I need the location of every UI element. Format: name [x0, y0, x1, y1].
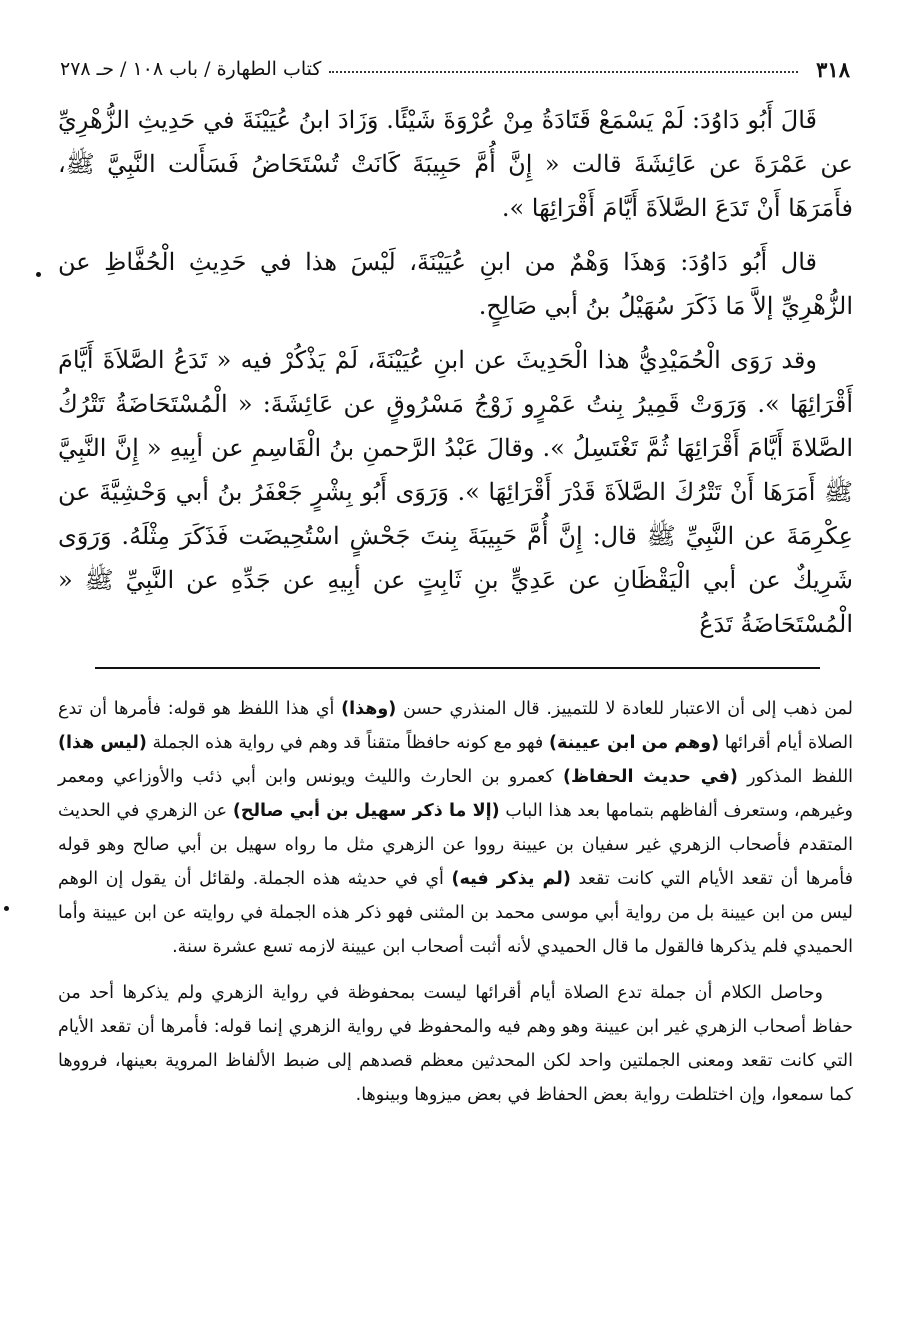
footnote-text: أي في حديثه هذه الجملة. ولقائل أن يقول إن الوهم ليس من ابن عيينة بل من رواية أبي موسى محمد بن المثنى فهو ذكر هذه الجملة في روايته عن ابن عيينة وأما الحميدي فلم يذكرها فالقول ما قال الحميدي لأنه أثبت أصحاب ابن عيينة لازمه تسع عشرة سنة.	[58, 869, 853, 957]
footnote-keyword: (إلا ما ذكر سهيل بن أبي صالح)	[232, 801, 500, 821]
main-paragraph-1: قَالَ أَبُو دَاوُدَ: لَمْ يَسْمَعْ قَتَادَةُ مِنْ عُرْوَةَ شَيْئًا. وَزَادَ ابنُ عُيَيْنَةَ في حَدِيثِ الزُّهْرِيِّ عن عَمْرَةَ عن عَائِشَةَ قالت « إِنَّ أُمَّ حَبِيبَةَ كَانَتْ تُسْتَحَاضُ فَسَأَلت النَّبِيَّ ﷺ، فأَمَرَهَا أَنْ تَدَعَ الصَّلاَةَ أَيَّامَ أَقْرَائِهَا ».	[58, 106, 853, 222]
header-leader-dots	[329, 71, 798, 73]
footnote-text: عن الزهري في الحديث المتقدم فأصحاب الزهري غير سفيان بن عيينة رووا عن الزهري مثل ما رواه سهيل بن أبي صالح وهو قوله فأمرها أن تقعد الأيام التي كانت تقعد	[58, 801, 853, 889]
footnote-keyword: (وهم من ابن عيينة)	[548, 733, 720, 753]
main-paragraph-3: وقد رَوَى الْحُمَيْدِيُّ هذا الْحَدِيثَ عن ابنِ عُيَيْنَةَ، لَمْ يَذْكُرْ فيه « تَدَعُ الصَّلاَةَ أَيَّامَ أَقْرَائِهَا ». وَرَوَتْ قَمِيرُ بِنتُ عَمْرٍو زَوْجُ مَسْرُوقٍ عن عَائِشَةَ: « الْمُسْتَحَاضَةُ تَتْرُكُ الصَّلاةَ أَيَّامَ أَقْرَائِهَا ثُمَّ تَغْتَسِلُ ». وقالَ عَبْدُ الرَّحمنِ بنُ الْقَاسِمِ عن أبِيهِ « إِنَّ النَّبِيَّ ﷺ أَمَرَهَا أَنْ تَتْرُكَ الصَّلاَةَ قَدْرَ أَقْرَائِهَا ». وَرَوَى أَبُو بِشْرٍ جَعْفَرُ بنُ أبي وَحْشِيَّةَ عن عِكْرِمَةَ عن النَّبِيِّ ﷺ قال: إِنَّ أُمَّ حَبِيبَةَ بِنتَ جَحْشٍ اسْتُحِيضَت فَذَكَرَ مِثْلَهُ. وَرَوَى شَرِيكٌ عن أبي الْيَقْظَانِ عن عَدِيٍّ بنِ ثَابِتٍ عن أبِيهِ عن جَدِّهِ عن النَّبِيِّ ﷺ « الْمُسْتَحَاضَةُ تَدَعُ	[58, 346, 853, 638]
footnote-keyword: (في حديث الحفاظ)	[562, 767, 738, 787]
main-text-block	[58, 98, 853, 656]
footnote-keyword: (وهذا)	[341, 699, 397, 719]
footnotes-block	[58, 692, 853, 1124]
footnote-text: أي هذا اللفظ هو قوله: فأمرها أن تدع الصلاة أيام أقرائها	[58, 699, 853, 753]
footnote-keyword: (ليس هذا)	[58, 733, 147, 753]
footnote-separator	[95, 667, 820, 669]
footnote-paragraph-1	[58, 692, 853, 964]
page-header	[60, 52, 850, 86]
footnote-paragraph-2: وحاصل الكلام أن جملة تدع الصلاة أيام أقرائها ليست بمحفوظة في رواية الزهري ولم يذكرها أحد من حفاظ أصحاب الزهري غير ابن عيينة وهو وهم فيه والمحفوظ في رواية الزهري إنما قوله: فأمرها أن تقعد الأيام التي كانت تقعد ومعنى الجملتين واحد لكن المحدثين معظم قصدهم إلى ضبط الألفاظ المروية بعينها، فرووها كما سمعوا، وإن اختلطت رواية بعض الحفاظ في بعض ميزوها وبينوها.	[58, 983, 853, 1105]
running-title: كتاب الطهارة / باب ١٠٨ / حـ ٢٧٨	[60, 58, 322, 80]
footnote-text: اللفظ المذكور	[747, 767, 854, 787]
margin-mark	[36, 272, 41, 277]
footnote-keyword: (لم يذكر فيه)	[451, 869, 571, 889]
footnote-text: كعمرو بن الحارث والليث ويونس وابن أبي ذئب والأوزاعي ومعمر وغيرهم، وستعرف ألفاظهم بتمامها بعد هذا الباب	[58, 767, 853, 821]
main-paragraph-2: قال أَبُو دَاوُدَ: وَهذَا وَهْمٌ من ابنِ عُيَيْنَةَ، لَيْسَ هذا في حَدِيثِ الْحُفَّاظِ عن الزُّهْرِيِّ إلاَّ مَا ذَكَرَ سُهَيْلُ بنُ أبي صَالِحٍ.	[58, 248, 853, 320]
page-number: ٣١٨	[816, 56, 850, 82]
footnote-text: لمن ذهب إلى أن الاعتبار للعادة لا للتمييز. قال المنذري حسن	[403, 699, 853, 719]
margin-mark	[4, 906, 9, 911]
footnote-text: فهو مع كونه حافظاً متقناً قد وهم في رواية هذه الجملة	[152, 733, 544, 753]
